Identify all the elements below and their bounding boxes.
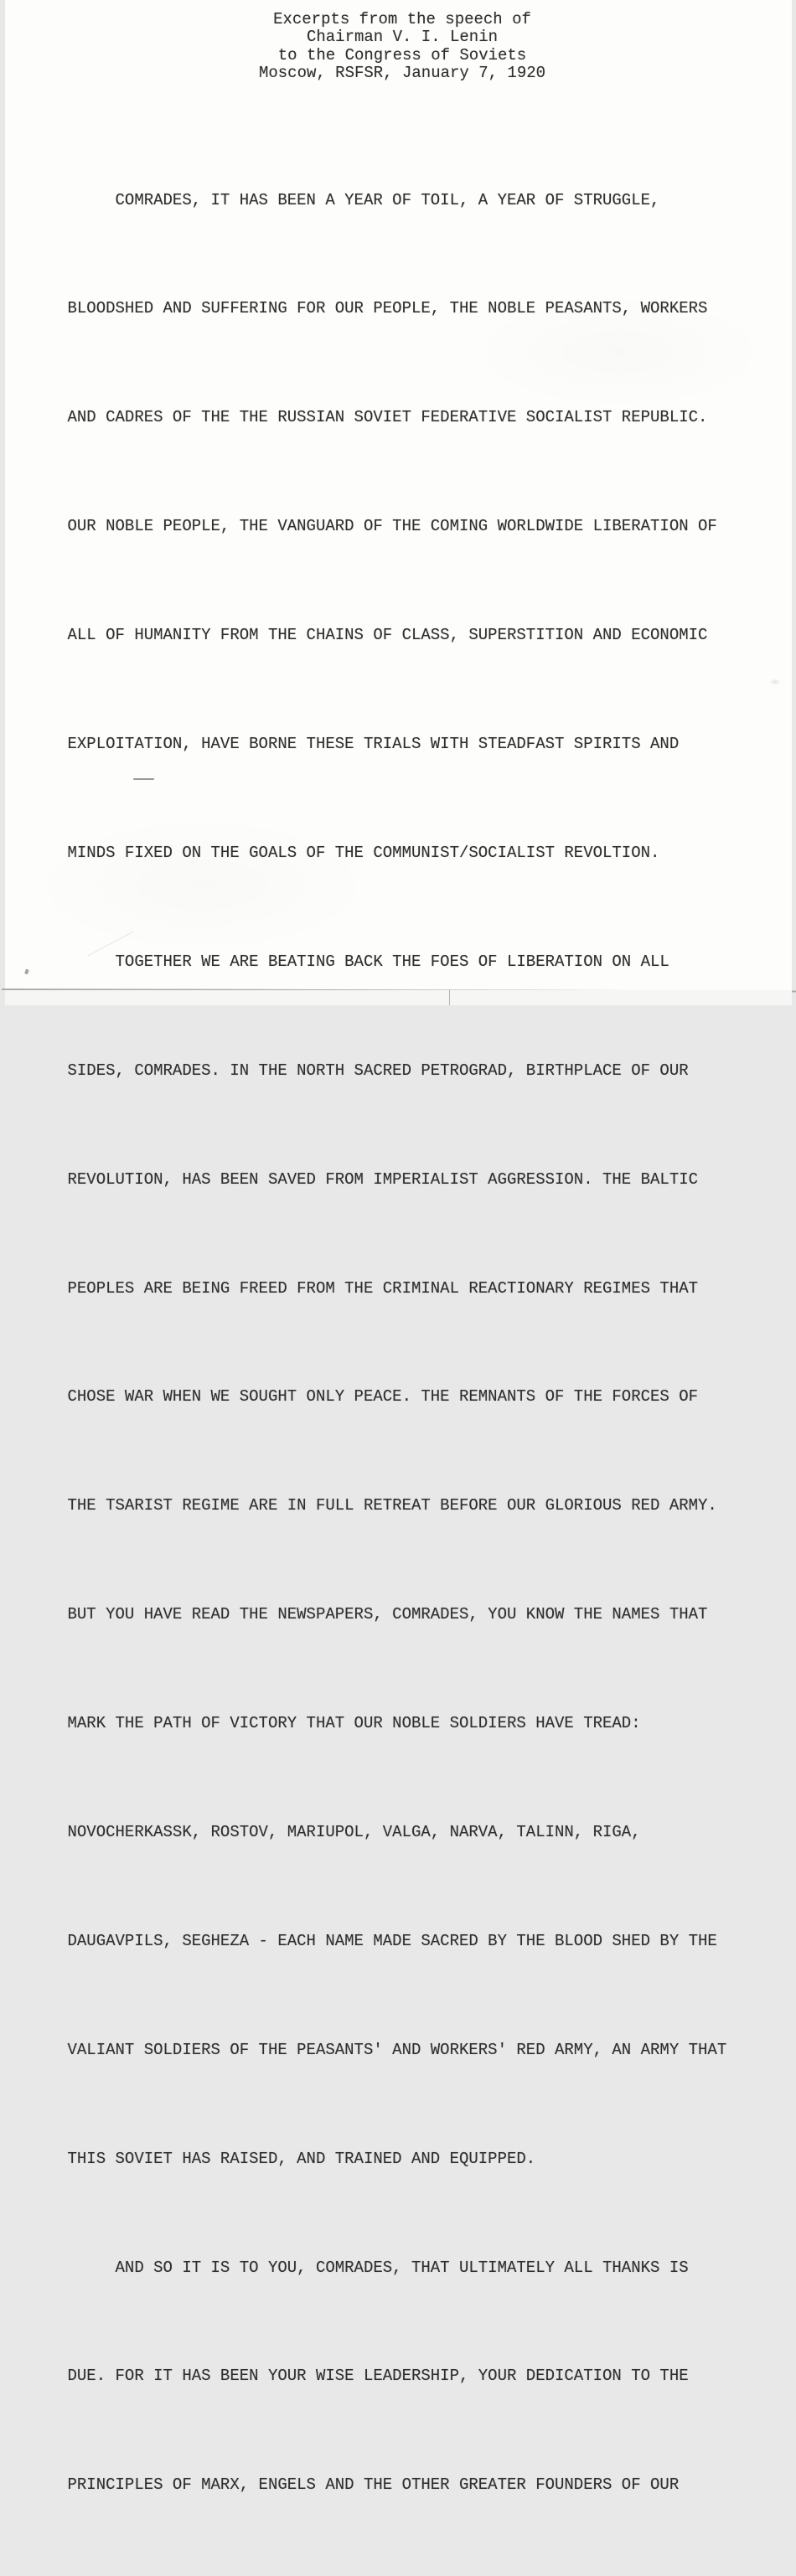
header-line: Moscow, RSFSR, January 7, 1920: [258, 64, 546, 83]
body-line: EXPLOITATION, HAVE BORNE THESE TRIALS WITH STEADFAST SPIRITS AND: [67, 735, 680, 754]
body-line: CHOSE WAR WHEN WE SOUGHT ONLY PEACE. THE REMNANTS OF THE FORCES OF: [67, 1387, 699, 1407]
header-line: Chairman V. I. Lenin: [306, 28, 499, 47]
typewriter-overstrike-mark: [133, 778, 154, 780]
body-line: SIDES, COMRADES. IN THE NORTH SACRED PETROGRAD, BIRTHPLACE OF OUR: [67, 1061, 689, 1080]
body-line: MINDS FIXED ON THE GOALS OF THE COMMUNIST/SOCIALIST REVOLTION.: [67, 843, 660, 862]
scanner-background-strip: [5, 990, 792, 1005]
body-line: MARK THE PATH OF VICTORY THAT OUR NOBLE SOLDIERS HAVE TREAD:: [67, 1714, 641, 1733]
body-line: TOGETHER WE ARE BEATING BACK THE FOES OF LIBERATION ON ALL: [67, 952, 669, 971]
body-line: AND SO IT IS TO YOU, COMRADES, THAT ULTIMATELY ALL THANKS IS: [67, 2258, 689, 2277]
body-line: PEOPLES ARE BEING FREED FROM THE CRIMINAL REACTIONARY REGIMES THAT: [67, 1278, 699, 1298]
body-line: THE TSARIST REGIME ARE IN FULL RETREAT BEFORE OUR GLORIOUS RED ARMY.: [67, 1496, 717, 1515]
document-body: [68, 110, 727, 2576]
body-line: REVOLUTION, HAS BEEN SAVED FROM IMPERIALIST AGGRESSION. THE BALTIC: [67, 1169, 699, 1189]
body-line: VALIANT SOLDIERS OF THE PEASANTS' AND WORKERS' RED ARMY, AN ARMY THAT: [67, 2040, 727, 2059]
body-line: AND CADRES OF THE THE RUSSIAN SOVIET FEDERATIVE SOCIALIST REPUBLIC.: [67, 408, 708, 427]
body-line: NOVOCHERKASSK, ROSTOV, MARIUPOL, VALGA, NARVA, TALINN, RIGA,: [67, 1822, 641, 1841]
header-line: Excerpts from the speech of: [273, 10, 531, 28]
margin-smudge: [769, 679, 781, 685]
body-line: DAUGAVPILS, SEGHEZA - EACH NAME MADE SACRED BY THE BLOOD SHED BY THE: [67, 1931, 717, 1950]
body-line: OUR NOBLE PEOPLE, THE VANGUARD OF THE COMING WORLDWIDE LIBERATION OF: [67, 517, 717, 536]
scanned-document-page: [5, 0, 792, 2495]
body-line: BUT YOU HAVE READ THE NEWSPAPERS, COMRADES, YOU KNOW THE NAMES THAT: [67, 1605, 708, 1624]
body-line: ALL OF HUMANITY FROM THE CHAINS OF CLASS, SUPERSTITION AND ECONOMIC: [67, 626, 708, 645]
document-header: [5, 11, 792, 83]
body-line: DUE. FOR IT HAS BEEN YOUR WISE LEADERSHIP, YOUR DEDICATION TO THE: [67, 2367, 689, 2386]
header-line: to the Congress of Soviets: [277, 45, 527, 65]
body-line: BLOODSHED AND SUFFERING FOR OUR PEOPLE, THE NOBLE PEASANTS, WORKERS: [67, 299, 708, 318]
body-line: PRINCIPLES OF MARX, ENGELS AND THE OTHER GREATER FOUNDERS OF OUR: [67, 2475, 680, 2495]
ink-speck: [24, 969, 29, 975]
body-line: COMRADES, IT HAS BEEN A YEAR OF TOIL, A YEAR OF STRUGGLE,: [67, 190, 660, 209]
scan-edge-tick: [449, 989, 450, 1005]
body-line: THIS SOVIET HAS RAISED, AND TRAINED AND EQUIPPED.: [67, 2149, 536, 2168]
